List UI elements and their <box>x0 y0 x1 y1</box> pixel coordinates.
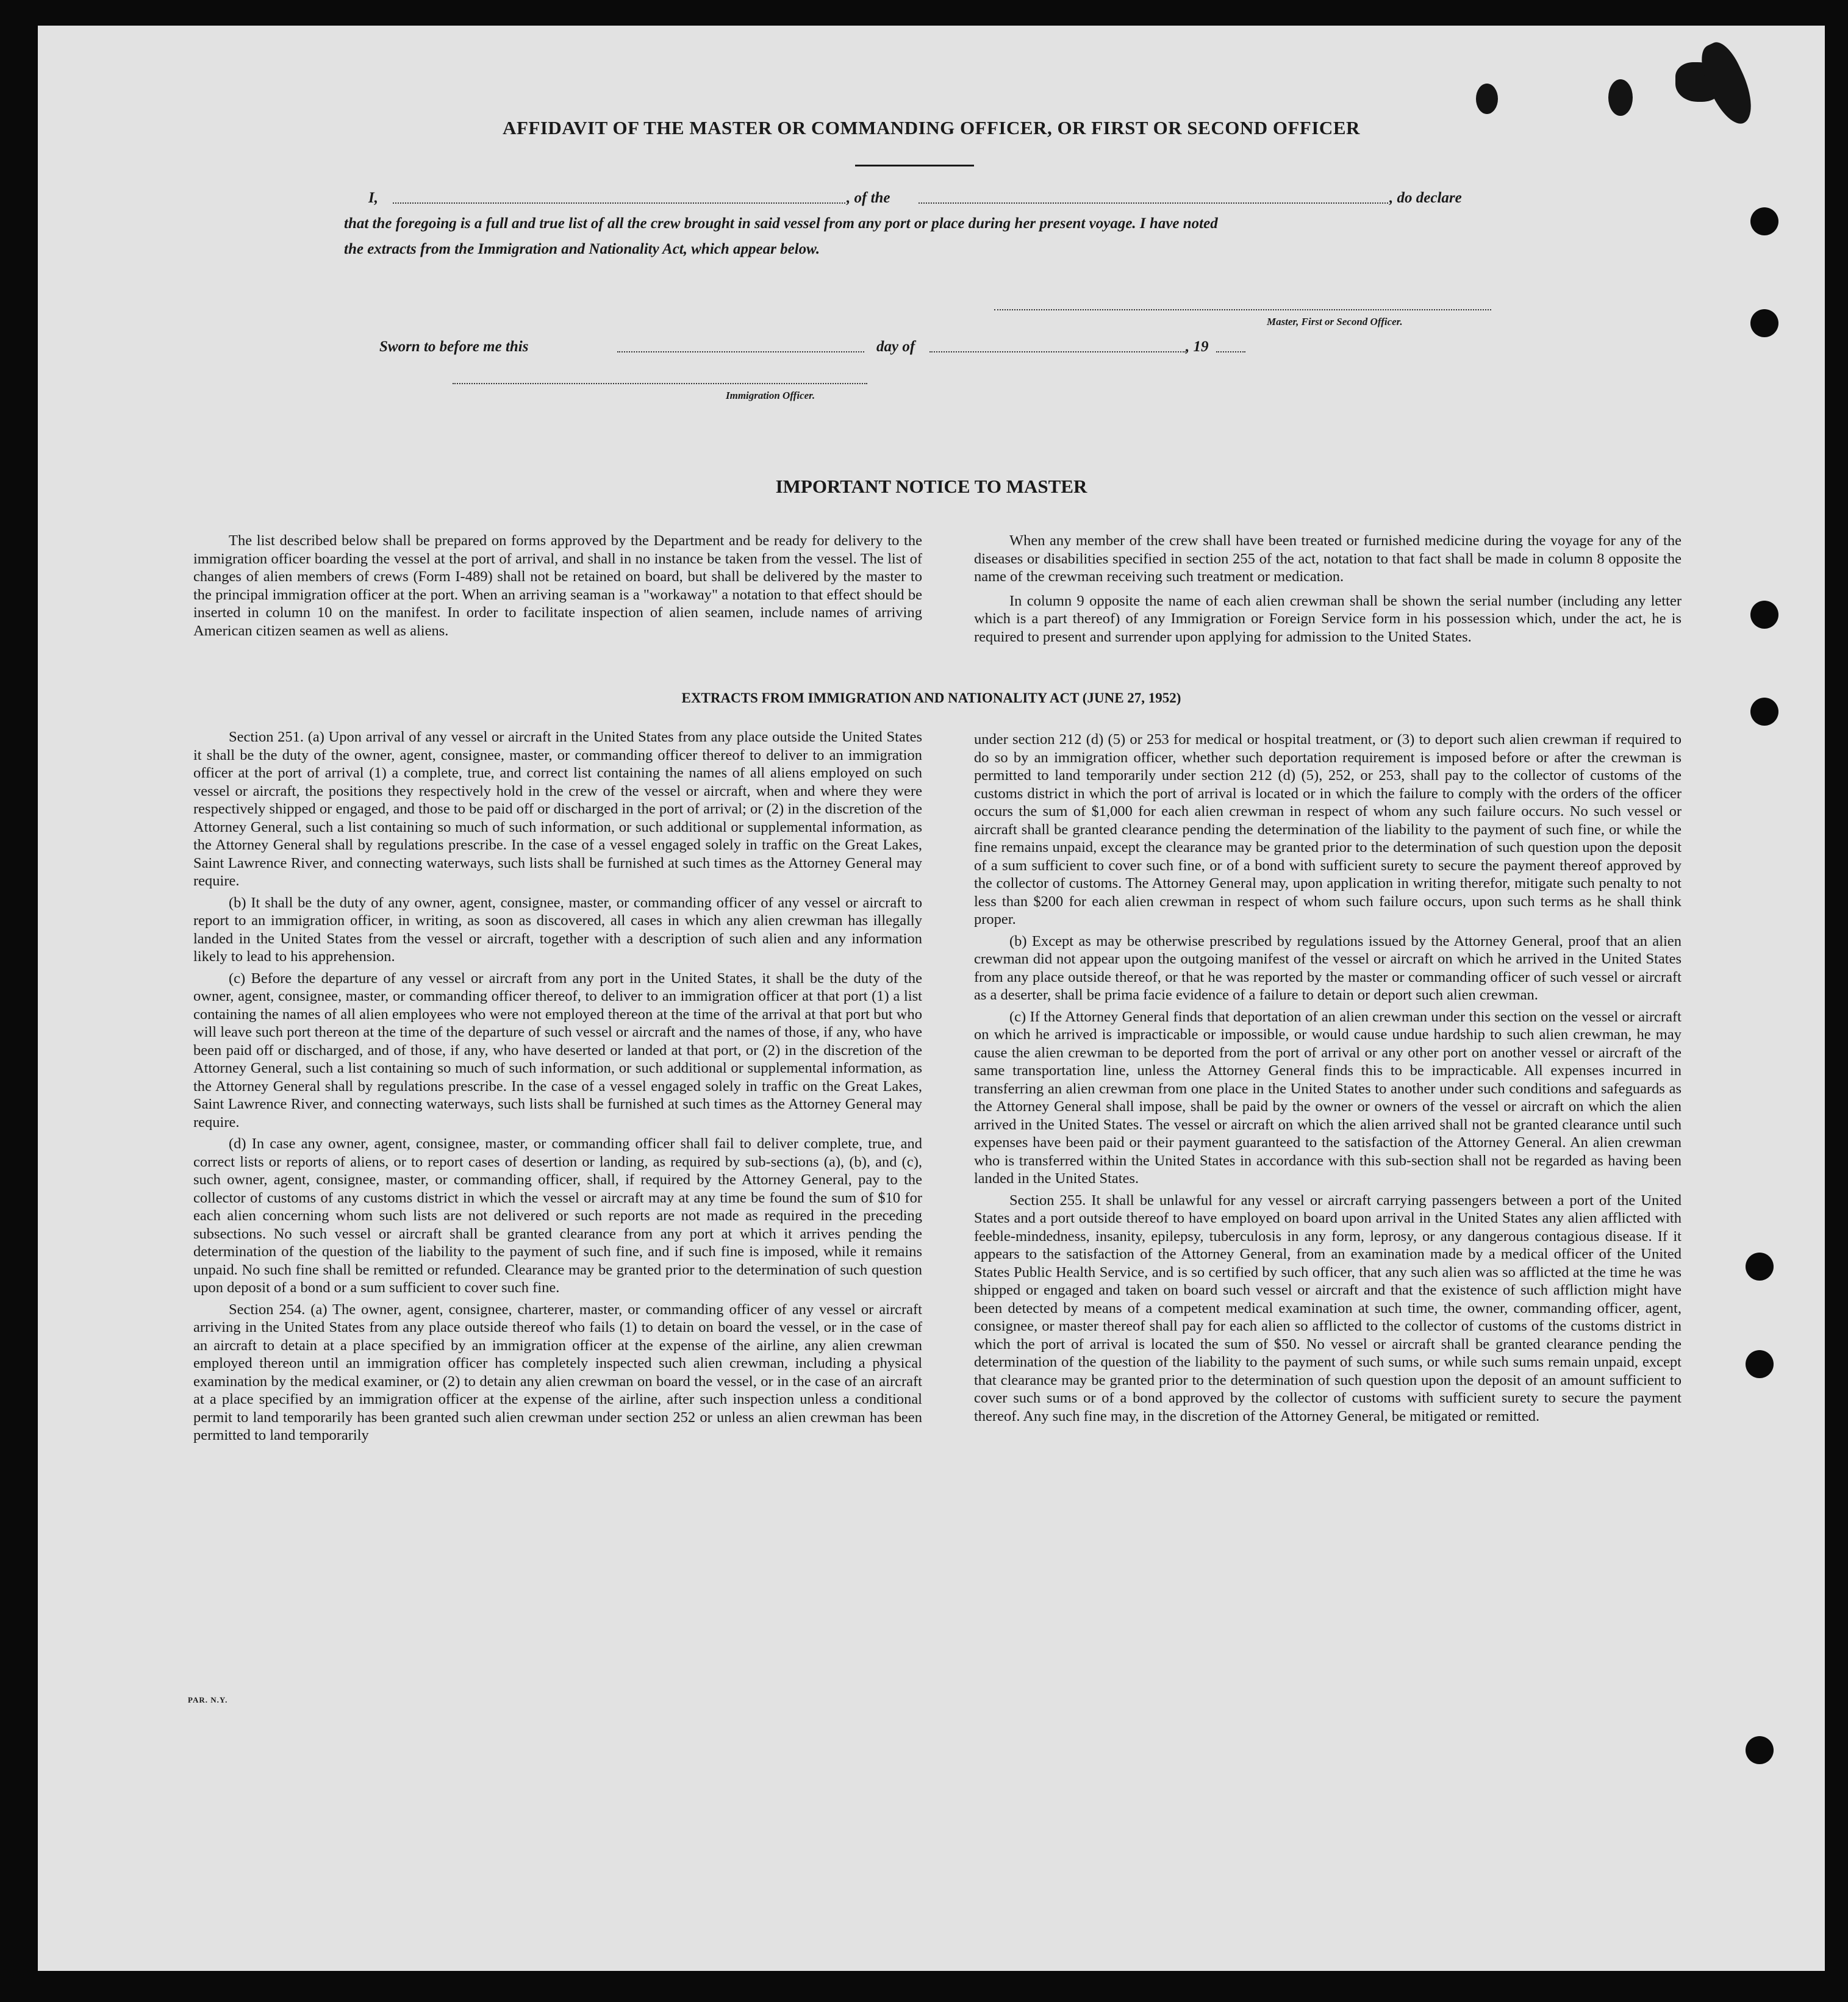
notice-paragraph: When any member of the crew shall have been treated or furnished medicine during the voyage for any of the diseases or disabilities specified in section 255 of the act, notation to that fact shall be made in column 8 opposite the name of the crewman receiving such treatment or medication. <box>974 532 1681 585</box>
declaration-do-declare-label: , do declare <box>1389 190 1462 206</box>
declaration-line-3: the extracts from the Immigration and Nationality Act, which appear below. <box>344 241 820 257</box>
affidavit-title: AFFIDAVIT OF THE MASTER OR COMMANDING OFFICER, OR FIRST OR SECOND OFFICER <box>503 117 1360 138</box>
notice-left-column <box>193 532 922 643</box>
extract-paragraph: Section 254. (a) The owner, agent, consignee, charterer, master, or commanding officer of any vessel or aircraft arriving in the United States from any place outside thereof who fails (1) to detain on board the vessel, or in the case of an aircraft to detain at a place specified by an immigration officer at the expense of the airline, any alien crewman employed thereon until an immigration officer has completely inspected such alien crewman, including a physical examination by the medical examiner, or (2) to detain any alien crewman on board the vessel, or in the case of an aircraft at a place specified by an immigration officer at the expense of the airline, after such inspection unless a conditional permit to land temporarily has been granted such alien crewman under section 252 or unless an alien crewman has been permitted to land temporarily <box>193 1301 922 1443</box>
master-signature-field[interactable] <box>994 309 1491 310</box>
master-signature-caption: Master, First or Second Officer. <box>1267 316 1403 327</box>
master-name-field[interactable] <box>393 202 845 204</box>
sworn-month-field[interactable] <box>929 351 1186 352</box>
ink-blot <box>1476 84 1498 114</box>
sworn-year-field[interactable] <box>1216 351 1245 352</box>
punch-hole <box>1746 1253 1774 1281</box>
notice-paragraph: The list described below shall be prepared on forms approved by the Department and be ready for delivery to the immigration officer boarding the vessel at the port of arrival, and shall in no instance be taken from the vessel. The list of changes of alien members of crews (Form I-489) shall not be retained on board, but shall be delivered by the master to the principal immigration officer at the port. When an arriving seaman is a "workaway" a notation to that effect should be inserted in column 10 on the manifest. In order to facilitate inspection of alien seamen, include names of arriving American citizen seamen as well as aliens. <box>193 532 922 639</box>
extract-paragraph: (b) Except as may be otherwise prescribed by regulations issued by the Attorney General, proof that an alien crewman did not appear upon the outgoing manifest of the vessel or aircraft on which he arrived in the United States from any place outside thereof, or that he was reported by the master or commanding officer of such vessel or aircraft as a deserter, shall be prima facie evidence of a failure to detain or deport such alien crewman. <box>974 932 1681 1003</box>
document-page <box>38 26 1825 1971</box>
extract-paragraph: (b) It shall be the duty of any owner, agent, consignee, master, or commanding officer of any vessel or aircraft to report to an immigration officer, in writing, as soon as discovered, all cases in which any alien crewman has illegally landed in the United States from the vessel or aircraft, together with a description of such alien and any information likely to lead to his apprehension. <box>193 894 922 965</box>
important-notice-title: IMPORTANT NOTICE TO MASTER <box>775 476 1087 497</box>
punch-hole <box>1746 1350 1774 1378</box>
ink-blot <box>1608 79 1633 116</box>
immigration-officer-signature-field[interactable] <box>453 383 867 384</box>
declaration-line-1 <box>368 184 1491 212</box>
extract-paragraph: Section 251. (a) Upon arrival of any vessel or aircraft in the United States from any place outside the United States it shall be the duty of the owner, agent, consignee, master, or commanding officer thereof to deliver to an immigration officer at the port of arrival (1) a complete, true, and correct list containing the names of all aliens employed on such vessel or aircraft, the positions they respectively hold in the crew of the vessel or aircraft, when and where they were respectively shipped or engaged, and those to be paid off or discharged in the port of arrival; or (2) in the discretion of the Attorney General, such a list containing so much of such information, or such additional or supplemental information, as the Attorney General shall by regulations prescribe. In the case of a vessel engaged solely in traffic on the Great Lakes, Saint Lawrence River, and connecting waterways, such lists shall be furnished at such times as the Attorney General may require. <box>193 729 922 889</box>
extract-paragraph: (c) Before the departure of any vessel or aircraft from any port in the United States, it shall be the duty of the owner, agent, consignee, master, or commanding officer thereof, to deliver to an immigration officer at that port (1) a list containing the names of all alien employees who were not employed thereon at the time of the arrival at that port but who will leave such port thereon at the time of the departure of such vessel or aircraft and the names of those, if any, who have been paid off or discharged, and of those, if any, who have deserted or landed at that port, or (2) in the discretion of the Attorney General, such a list containing so much of such information, or such additional or supplemental information, as the Attorney General shall by regulations prescribe. In the case of a vessel engaged solely in traffic on the Great Lakes, Saint Lawrence River, and connecting waterways, such lists shall be furnished at such times as the Attorney General may require. <box>193 970 922 1131</box>
sworn-day-field[interactable] <box>617 351 864 352</box>
declaration-i-label: I, <box>368 190 378 206</box>
sworn-line <box>379 333 1245 361</box>
sworn-year-label: , 19 <box>1186 338 1209 355</box>
punch-hole <box>1750 207 1778 235</box>
extract-paragraph: (c) If the Attorney General finds that deportation of an alien crewman under this section on the vessel or aircraft on which he arrived is impracticable or impossible, or would cause undue hardship to such alien crewman, he may cause the alien crewman to be deported from the port of arrival or any other port on another vessel or aircraft of the same transportation line, unless the Attorney General finds this to be impracticable. All expenses incurred in transferring an alien crewman from one place in the United States to another under such conditions and safeguards as the Attorney General shall impose, shall be paid by the owner or owners of the vessel or aircraft on which the alien arrived in the United States. The vessel or aircraft on which the alien arrived shall not be granted clearance until such expenses have been paid or their payment guaranteed to the satisfaction of the Attorney General. An alien crewman who is transferred within the United States in accordance with this sub-section shall not be regarded as having been landed in the United States. <box>974 1008 1681 1187</box>
punch-hole <box>1746 1736 1774 1764</box>
notice-paragraph: In column 9 opposite the name of each alien crewman shall be shown the serial number (including any letter which is a part thereof) of any Immigration or Foreign Service form in his possession which, under the act, he is required to present and surrender upon applying for admission to the United States. <box>974 592 1681 645</box>
punch-hole <box>1750 601 1778 629</box>
extract-paragraph: under section 212 (d) (5) or 253 for medical or hospital treatment, or (3) to deport such alien crewman if required to do so by an immigration officer, whether such deportation requirement is imposed before or after the crewman is permitted to land temporarily under section 212 (d) (5), 252, or 253, shall pay to the collector of customs of the customs district in which the port of arrival is located or in which the failure to comply with the orders of the officer occurs the sum of $1,000 for each alien crewman in respect of whom any such failure occurs. No such vessel or aircraft shall be granted clearance pending the determination of the liability to the payment of such fine, or while the fine remains unpaid, except the clearance may be granted prior to the determination of such question upon the deposit of a sum sufficient to cover such fine, or of a bond with sufficient surety to secure the payment thereof approved by the collector of customs. The Attorney General may, upon application in writing therefor, mitigate such penalty to not less than $200 for each alien crewman in respect of whom such failure occurs, upon such terms as he shall think proper. <box>974 731 1681 928</box>
punch-hole <box>1750 309 1778 337</box>
extracts-right-column <box>974 731 1681 1429</box>
extracts-left-column <box>193 728 922 1448</box>
extract-paragraph: (d) In case any owner, agent, consignee, master, or commanding officer shall fail to deliver complete, true, and correct lists or reports of aliens, or to report cases of desertion or landing, as required by sub-sections (a), (b), and (c), such owner, agent, consignee, master, or commanding officer, shall, if required by the Attorney General, pay to the collector of customs of any customs district in which the vessel or aircraft may at any time be found the sum of $10 for each alien concerning whom such lists are not delivered or such reports are not made as required in the preceding subsections. No such vessel or aircraft shall be granted clearance from any port at which it arrives pending the determination of the question of the liability to the payment of such fine, and if such fine is imposed, while it remains unpaid. No such fine shall be remitted or refunded. Clearance may be granted prior to the determination of such question upon deposit of a bond or a sum sufficient to cover such fine. <box>193 1135 922 1296</box>
title-underline <box>855 165 974 166</box>
sworn-label: Sworn to before me this <box>379 338 529 355</box>
notice-right-column <box>974 532 1681 649</box>
vessel-name-field[interactable] <box>919 202 1388 204</box>
extract-paragraph: Section 255. It shall be unlawful for any vessel or aircraft carrying passengers between a port of the United States and a port outside thereof to have employed on board upon arrival in the United States any alien afflicted with feeble-mindedness, insanity, epilepsy, tuberculosis in any form, leprosy, or any dangerous contagious disease. If it appears to the satisfaction of the Attorney General, from an examination made by a medical officer of the United States Public Health Service, and is so certified by such officer, that any such alien was so afflicted at the time he was shipped or engaged and taken on board such vessel or aircraft and that the existence of such affliction might have been detected by means of a competent medical examination at such time, the owner, commanding officer, agent, consignee, or master thereof shall pay for each alien so afflicted to the collector of customs of the customs district in which the port of arrival is located the sum of $50. No vessel or aircraft shall be granted clearance pending the determination of the question of the liability to the payment of such sums, or while such sums remain unpaid, except that clearance may be granted prior to the determination of such question upon the deposit of an amount sufficient to cover such sums or of a bond approved by the collector of customs with sufficient surety to secure the payment thereof. Any such fine may, in the discretion of the Attorney General, be mitigated or remitted. <box>974 1192 1681 1425</box>
declaration-line-2: that the foregoing is a full and true list of all the crew brought in said vessel from any port or place during her present voyage. I have noted <box>344 215 1218 232</box>
extracts-title: EXTRACTS FROM IMMIGRATION AND NATIONALITY ACT (JUNE 27, 1952) <box>681 690 1181 706</box>
printer-code: PAR. N.Y. <box>188 1695 228 1704</box>
declaration-of-the-label: , of the <box>847 190 890 206</box>
immigration-officer-caption: Immigration Officer. <box>726 390 815 401</box>
sworn-day-of-label: day of <box>876 338 915 355</box>
